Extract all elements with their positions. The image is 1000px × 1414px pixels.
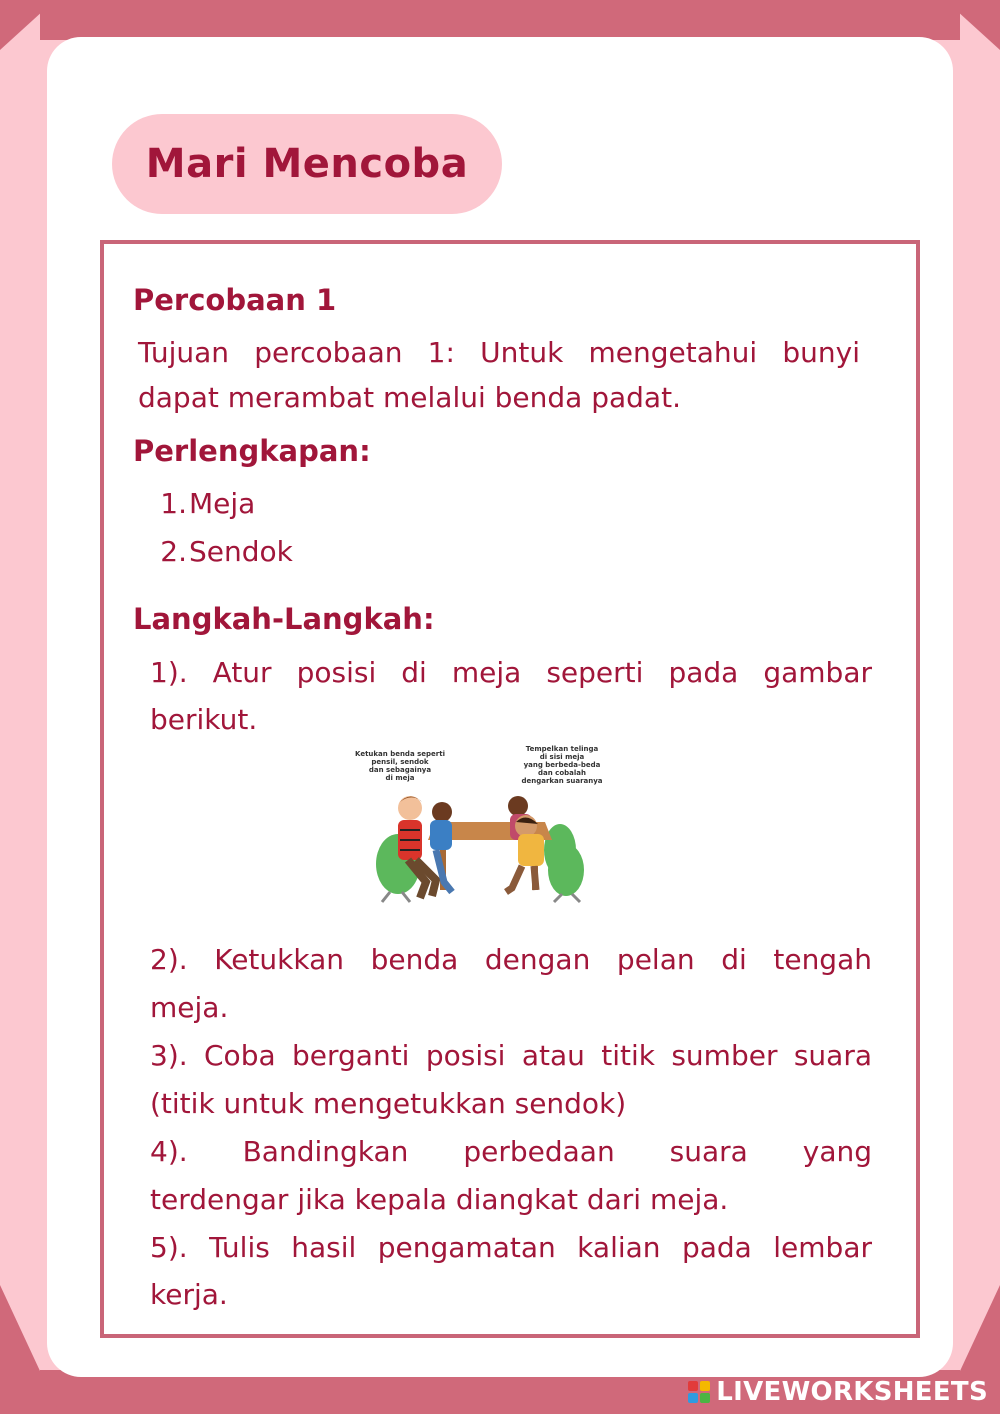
child-right-back-head: [508, 796, 528, 816]
frame-corner-top-left: [0, 0, 55, 50]
list-item-number: 2.: [160, 535, 187, 568]
step-2-line1: 2). Ketukkan benda dengan pelan di tengah: [150, 943, 872, 976]
liveworksheets-logo-icon: [688, 1381, 710, 1403]
step-4-line1: 4). Bandingkan perbedaan suara yang: [150, 1135, 872, 1168]
step-1-line1: 1). Atur posisi di meja seperti pada gambar: [150, 656, 872, 689]
illustration-children-at-table: [340, 742, 620, 907]
experiment-heading: Percobaan 1: [133, 283, 337, 317]
illustration-caption-right-line: di sisi meja: [539, 753, 585, 761]
illustration-caption-right-line: dengarkan suaranya: [521, 777, 603, 785]
illustration-caption-right-line: dan cobalah: [538, 769, 586, 777]
child-second-body: [430, 820, 452, 850]
step-1-line2: berikut.: [150, 703, 258, 736]
list-item-label: Sendok: [189, 535, 293, 568]
step-3-line1: 3). Coba berganti posisi atau titik sumber suara: [150, 1039, 872, 1072]
liveworksheets-brand-text: LIVEWORKSHEETS: [716, 1377, 988, 1407]
steps-heading: Langkah-Langkah:: [133, 602, 435, 636]
child-second-head: [432, 802, 452, 822]
list-item-label: Meja: [189, 487, 256, 520]
step-5-line1: 5). Tulis hasil pengamatan kalian pada lembar: [150, 1231, 872, 1264]
experiment-goal-line2: dapat merambat melalui benda padat.: [138, 381, 681, 414]
illustration-caption-left-line: dan sebagainya: [368, 766, 432, 774]
step-3-line2: (titik untuk mengetukkan sendok): [150, 1087, 627, 1120]
experiment-goal-line1: Tujuan percobaan 1: Untuk mengetahui bunyi: [138, 336, 860, 369]
step-5-line2: kerja.: [150, 1278, 228, 1311]
illustration-caption-left-line: pensil, sendok: [371, 758, 429, 766]
illustration-caption-right-line: yang berbeda-beda: [523, 761, 601, 769]
illustration-caption-right-line: Tempelkan telinga: [525, 745, 599, 753]
frame-top-band: [40, 0, 960, 40]
child-left-head: [398, 796, 422, 820]
list-item: [155, 535, 293, 568]
frame-corner-top-right: [945, 0, 1000, 50]
list-item-number: 1.: [160, 487, 187, 520]
liveworksheets-logo[interactable]: [688, 1374, 988, 1410]
child-right-front-body: [518, 834, 544, 866]
step-4-line2: terdengar jika kepala diangkat dari meja.: [150, 1183, 729, 1216]
page-title: Mari Mencoba: [145, 141, 469, 187]
list-item: [155, 487, 255, 520]
illustration-caption-left-line: di meja: [385, 774, 415, 782]
step-2-line2: meja.: [150, 991, 229, 1024]
illustration-caption-left-line: Ketukan benda seperti: [355, 750, 445, 758]
title-pill: [112, 114, 502, 214]
chair-right-front: [548, 844, 584, 896]
equipment-heading: Perlengkapan:: [133, 434, 371, 468]
